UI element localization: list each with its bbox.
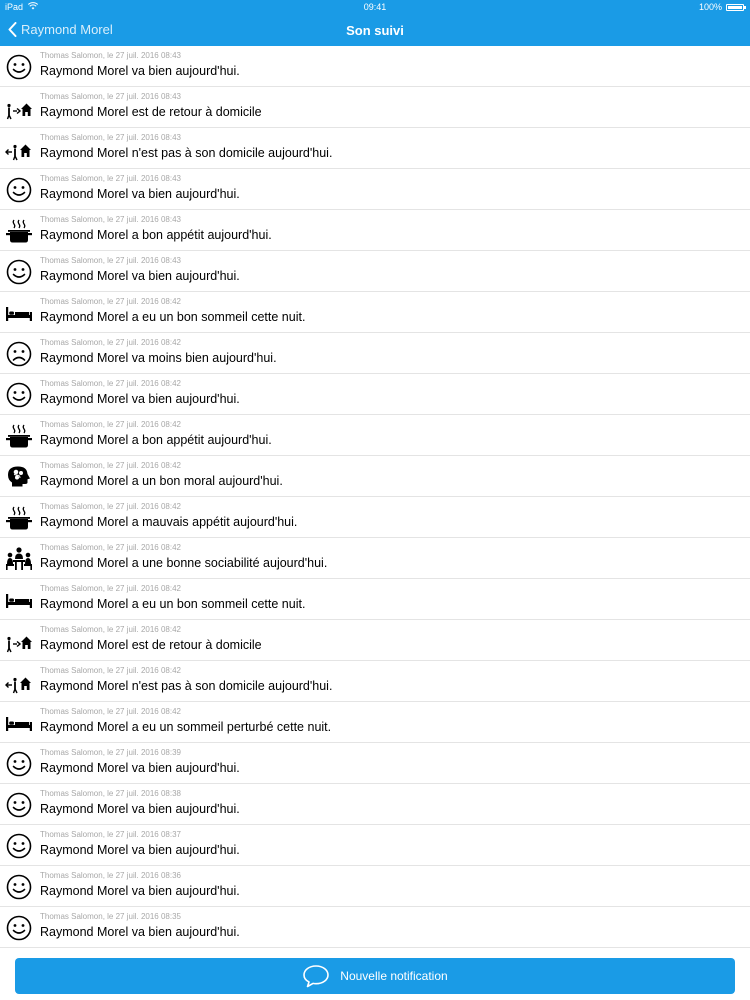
entry-text: Raymond Morel est de retour à domicile: [40, 105, 262, 119]
list-item[interactable]: [0, 128, 750, 169]
entry-meta: Thomas Salomon, le 27 juil. 2016 08:39: [40, 748, 181, 757]
return-home-icon: [5, 95, 33, 121]
list-item[interactable]: [0, 743, 750, 784]
entry-text: Raymond Morel a une bonne sociabilité aujourd'hui.: [40, 556, 328, 570]
list-item[interactable]: [0, 210, 750, 251]
entry-meta: Thomas Salomon, le 27 juil. 2016 08:43: [40, 51, 181, 60]
entry-text: Raymond Morel a eu un bon sommeil cette nuit.: [40, 310, 306, 324]
entry-meta: Thomas Salomon, le 27 juil. 2016 08:42: [40, 584, 181, 593]
entry-text: Raymond Morel n'est pas à son domicile aujourd'hui.: [40, 146, 333, 160]
entry-meta: Thomas Salomon, le 27 juil. 2016 08:43: [40, 256, 181, 265]
entry-text: Raymond Morel va bien aujourd'hui.: [40, 884, 240, 898]
header: [0, 0, 750, 46]
list-item[interactable]: [0, 497, 750, 538]
pot-icon: [5, 218, 33, 244]
list-item[interactable]: [0, 87, 750, 128]
entry-text: Raymond Morel va bien aujourd'hui.: [40, 269, 240, 283]
return-home-icon: [5, 628, 33, 654]
entry-meta: Thomas Salomon, le 27 juil. 2016 08:37: [40, 830, 181, 839]
list-item[interactable]: [0, 579, 750, 620]
smile-icon: [5, 792, 33, 818]
list-item[interactable]: [0, 702, 750, 743]
smile-icon: [5, 915, 33, 941]
social-icon: [5, 546, 33, 572]
entry-text: Raymond Morel va bien aujourd'hui.: [40, 761, 240, 775]
entry-text: Raymond Morel va bien aujourd'hui.: [40, 802, 240, 816]
status-right: [699, 0, 744, 15]
list-item[interactable]: [0, 251, 750, 292]
list-item[interactable]: [0, 374, 750, 415]
list-item[interactable]: [0, 661, 750, 702]
entry-text: Raymond Morel va bien aujourd'hui.: [40, 187, 240, 201]
entry-text: Raymond Morel va bien aujourd'hui.: [40, 64, 240, 78]
entry-text: Raymond Morel a eu un bon sommeil cette nuit.: [40, 597, 306, 611]
head-icon: [5, 464, 33, 490]
entry-meta: Thomas Salomon, le 27 juil. 2016 08:42: [40, 297, 181, 306]
status-bar: [0, 0, 750, 16]
entry-meta: Thomas Salomon, le 27 juil. 2016 08:43: [40, 174, 181, 183]
nav-bar: [0, 16, 750, 46]
clock: 09:41: [363, 2, 387, 12]
new-notification-button[interactable]: [15, 958, 735, 994]
list-item[interactable]: [0, 292, 750, 333]
smile-icon: [5, 54, 33, 80]
list-item[interactable]: [0, 456, 750, 497]
frown-icon: [5, 341, 33, 367]
list-item[interactable]: [0, 825, 750, 866]
entry-meta: Thomas Salomon, le 27 juil. 2016 08:43: [40, 133, 181, 142]
entry-meta: Thomas Salomon, le 27 juil. 2016 08:35: [40, 912, 181, 921]
entry-meta: Thomas Salomon, le 27 juil. 2016 08:42: [40, 666, 181, 675]
entry-text: Raymond Morel a bon appétit aujourd'hui.: [40, 433, 272, 447]
notification-list[interactable]: [0, 46, 750, 1000]
entry-text: Raymond Morel va moins bien aujourd'hui.: [40, 351, 277, 365]
entry-meta: Thomas Salomon, le 27 juil. 2016 08:42: [40, 379, 181, 388]
battery-icon: [726, 4, 744, 11]
entry-meta: Thomas Salomon, le 27 juil. 2016 08:42: [40, 502, 181, 511]
entry-meta: Thomas Salomon, le 27 juil. 2016 08:38: [40, 789, 181, 798]
list-item[interactable]: [0, 333, 750, 374]
smile-icon: [5, 833, 33, 859]
entry-text: Raymond Morel a bon appétit aujourd'hui.: [40, 228, 272, 242]
back-label: Raymond Morel: [21, 22, 113, 37]
entry-meta: Thomas Salomon, le 27 juil. 2016 08:42: [40, 707, 181, 716]
list-item[interactable]: [0, 866, 750, 907]
entry-text: Raymond Morel n'est pas à son domicile aujourd'hui.: [40, 679, 333, 693]
pot-icon: [5, 423, 33, 449]
smile-icon: [5, 751, 33, 777]
smile-icon: [5, 177, 33, 203]
bed-icon: [5, 710, 33, 736]
list-item[interactable]: [0, 46, 750, 87]
list-item[interactable]: [0, 415, 750, 456]
entry-meta: Thomas Salomon, le 27 juil. 2016 08:43: [40, 92, 181, 101]
entry-text: Raymond Morel va bien aujourd'hui.: [40, 843, 240, 857]
entry-text: Raymond Morel est de retour à domicile: [40, 638, 262, 652]
entry-text: Raymond Morel a mauvais appétit aujourd'hui.: [40, 515, 298, 529]
entry-meta: Thomas Salomon, le 27 juil. 2016 08:36: [40, 871, 181, 880]
entry-meta: Thomas Salomon, le 27 juil. 2016 08:42: [40, 543, 181, 552]
smile-icon: [5, 874, 33, 900]
bed-icon: [5, 300, 33, 326]
entry-meta: Thomas Salomon, le 27 juil. 2016 08:42: [40, 461, 181, 470]
list-item[interactable]: [0, 538, 750, 579]
bed-icon: [5, 587, 33, 613]
list-item[interactable]: [0, 620, 750, 661]
device-name: iPad: [5, 2, 24, 12]
entry-meta: Thomas Salomon, le 27 juil. 2016 08:42: [40, 338, 181, 347]
entry-text: Raymond Morel a eu un sommeil perturbé cette nuit.: [40, 720, 332, 734]
entry-meta: Thomas Salomon, le 27 juil. 2016 08:42: [40, 625, 181, 634]
away-home-icon: [5, 136, 33, 162]
chat-bubble-icon: [302, 964, 330, 988]
entry-text: Raymond Morel va bien aujourd'hui.: [40, 925, 240, 939]
entry-meta: Thomas Salomon, le 27 juil. 2016 08:43: [40, 215, 181, 224]
list-item[interactable]: [0, 784, 750, 825]
smile-icon: [5, 382, 33, 408]
away-home-icon: [5, 669, 33, 695]
entry-text: Raymond Morel a un bon moral aujourd'hui.: [40, 474, 283, 488]
new-notification-label: Nouvelle notification: [340, 969, 448, 983]
smile-icon: [5, 259, 33, 285]
pot-icon: [5, 505, 33, 531]
entry-text: Raymond Morel va bien aujourd'hui.: [40, 392, 240, 406]
list-item[interactable]: [0, 907, 750, 948]
page-title: Son suivi: [346, 23, 404, 38]
entry-meta: Thomas Salomon, le 27 juil. 2016 08:42: [40, 420, 181, 429]
list-item[interactable]: [0, 169, 750, 210]
battery-percent: 100%: [698, 2, 722, 12]
